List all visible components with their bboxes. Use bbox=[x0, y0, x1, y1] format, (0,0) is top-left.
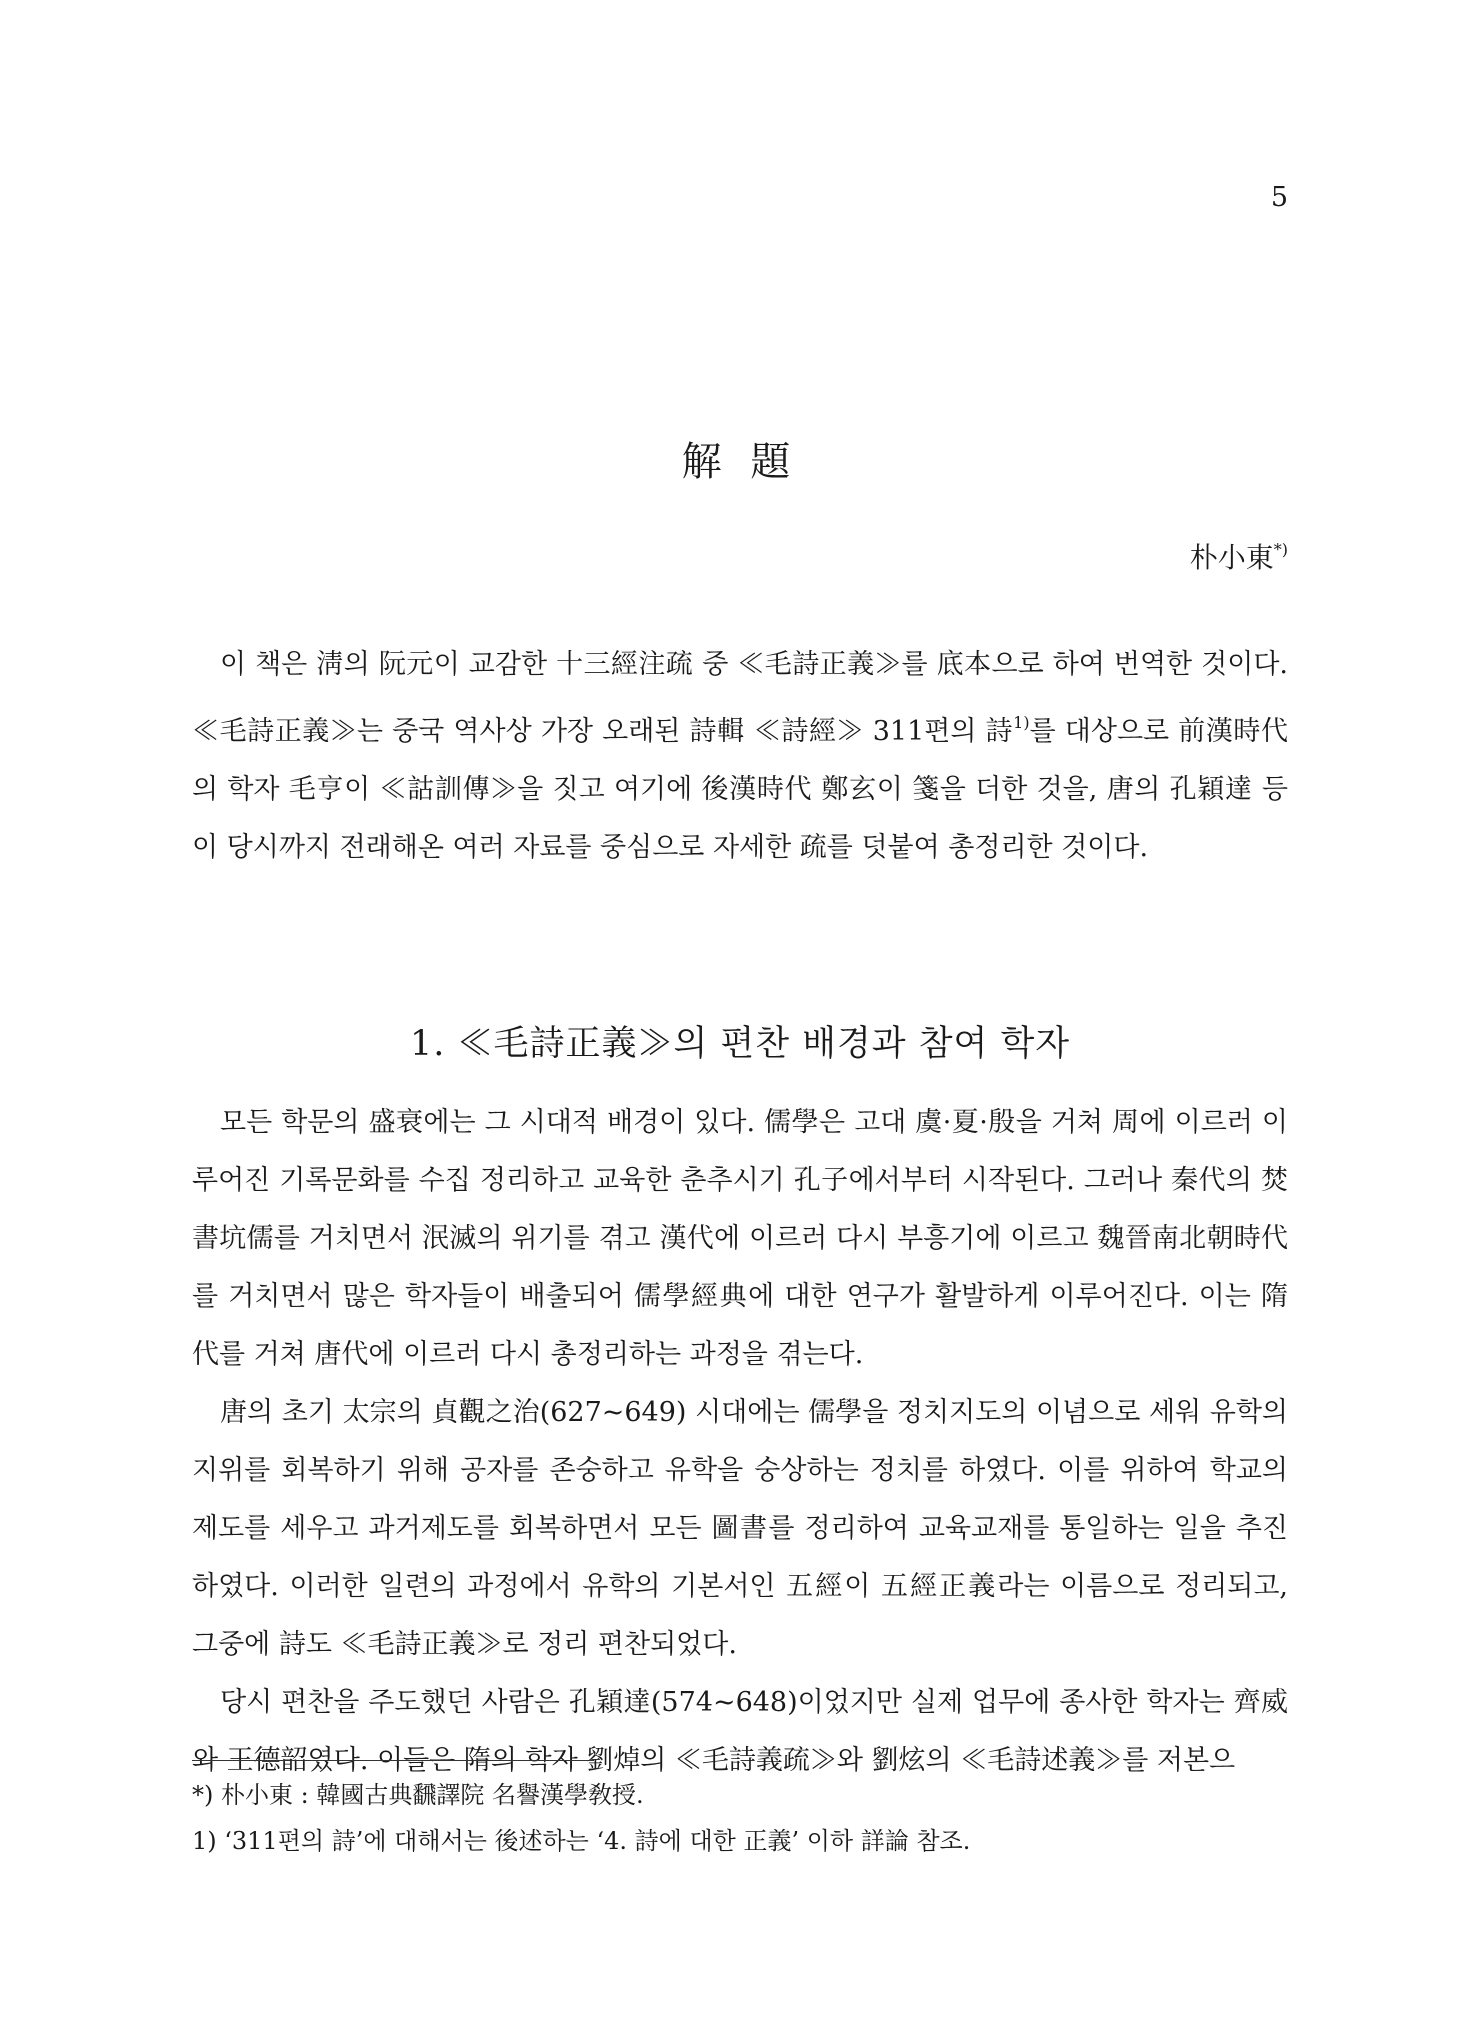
author bbox=[1190, 536, 1288, 576]
body-paragraph: 唐의 초기 太宗의 貞觀之治(627~649) 시대에는 儒學을 정치지도의 이념으로 세워 유학의 지위를 회복하기 위해 공자를 존숭하고 유학을 숭상하는 정치를 하였다. 이를 위하여 학교의 제도를 세우고 과거제도를 회복하면서 모든 圖書를 정리하여 교육교재를 통일하는 일을 추진하였다. 이러한 일련의 과정에서 유학의 기본서인 五經이 五經正義라는 이름으로 정리되고, 그중에 詩도 ≪毛詩正義≫로 정리 편찬되었다. bbox=[192, 1397, 1288, 1660]
footnotes bbox=[192, 1772, 1288, 1864]
body-paragraph: 당시 편찬을 주도했던 사람은 孔穎達(574~648)이었지만 실제 업무에 종사한 학자는 齊威와 王德韶였다. 이들은 隋의 학자 劉焯의 ≪毛詩義疏≫와 劉炫의 ≪毛詩述義≫를 저본으 bbox=[192, 1687, 1288, 1776]
footnote-ref-1: 1) bbox=[1013, 713, 1030, 732]
page-number: 5 bbox=[1270, 182, 1288, 213]
intro-text-part1: 이 책은 淸의 阮元이 교감한 十三經注疏 중 ≪毛詩正義≫를 底本으로 하여 번역한 것이다. ≪毛詩正義≫는 중국 역사상 가장 오래된 詩輯 ≪詩經≫ 311편의 詩 bbox=[192, 649, 1288, 747]
footnote-1: 1) ‘311편의 詩’에 대해서는 後述하는 ‘4. 詩에 대한 正義’ 이하 詳論 참조. bbox=[192, 1827, 971, 1855]
intro-paragraph bbox=[192, 636, 1288, 877]
footnote-divider bbox=[192, 1760, 594, 1761]
section-heading: 1. ≪毛詩正義≫의 편찬 배경과 참여 학자 bbox=[409, 1024, 1071, 1064]
author-name: 朴小東 bbox=[1189, 541, 1274, 574]
footnote-author: *) 朴小東 : 韓國古典飜譯院 名譽漢學敎授. bbox=[192, 1781, 644, 1809]
document-title: 解 題 bbox=[681, 439, 799, 485]
author-footnote-marker: *) bbox=[1273, 540, 1288, 559]
section-body bbox=[192, 1094, 1288, 1790]
body-paragraph: 모든 학문의 盛衰에는 그 시대적 배경이 있다. 儒學은 고대 虞·夏·殷을 거쳐 周에 이르러 이루어진 기록문화를 수집 정리하고 교육한 춘추시기 孔子에서부터 시작된다. 그러나 秦代의 焚書坑儒를 거치면서 泯滅의 위기를 겪고 漢代에 이르러 다시 부흥기에 이르고 魏晉南北朝時代를 거치면서 많은 학자들이 배출되어 儒學經典에 대한 연구가 활발하게 이루어진다. 이는 隋代를 거쳐 唐代에 이르러 다시 총정리하는 과정을 겪는다. bbox=[192, 1107, 1288, 1370]
intro-text-part2: 를 대상으로 前漢時代의 학자 毛亨이 ≪詁訓傳≫을 짓고 여기에 後漢時代 鄭玄이 箋을 더한 것을, 唐의 孔穎達 등이 당시까지 전래해온 여러 자료를 중심으로 자세한 疏를 덧붙여 총정리한 것이다. bbox=[192, 716, 1288, 863]
